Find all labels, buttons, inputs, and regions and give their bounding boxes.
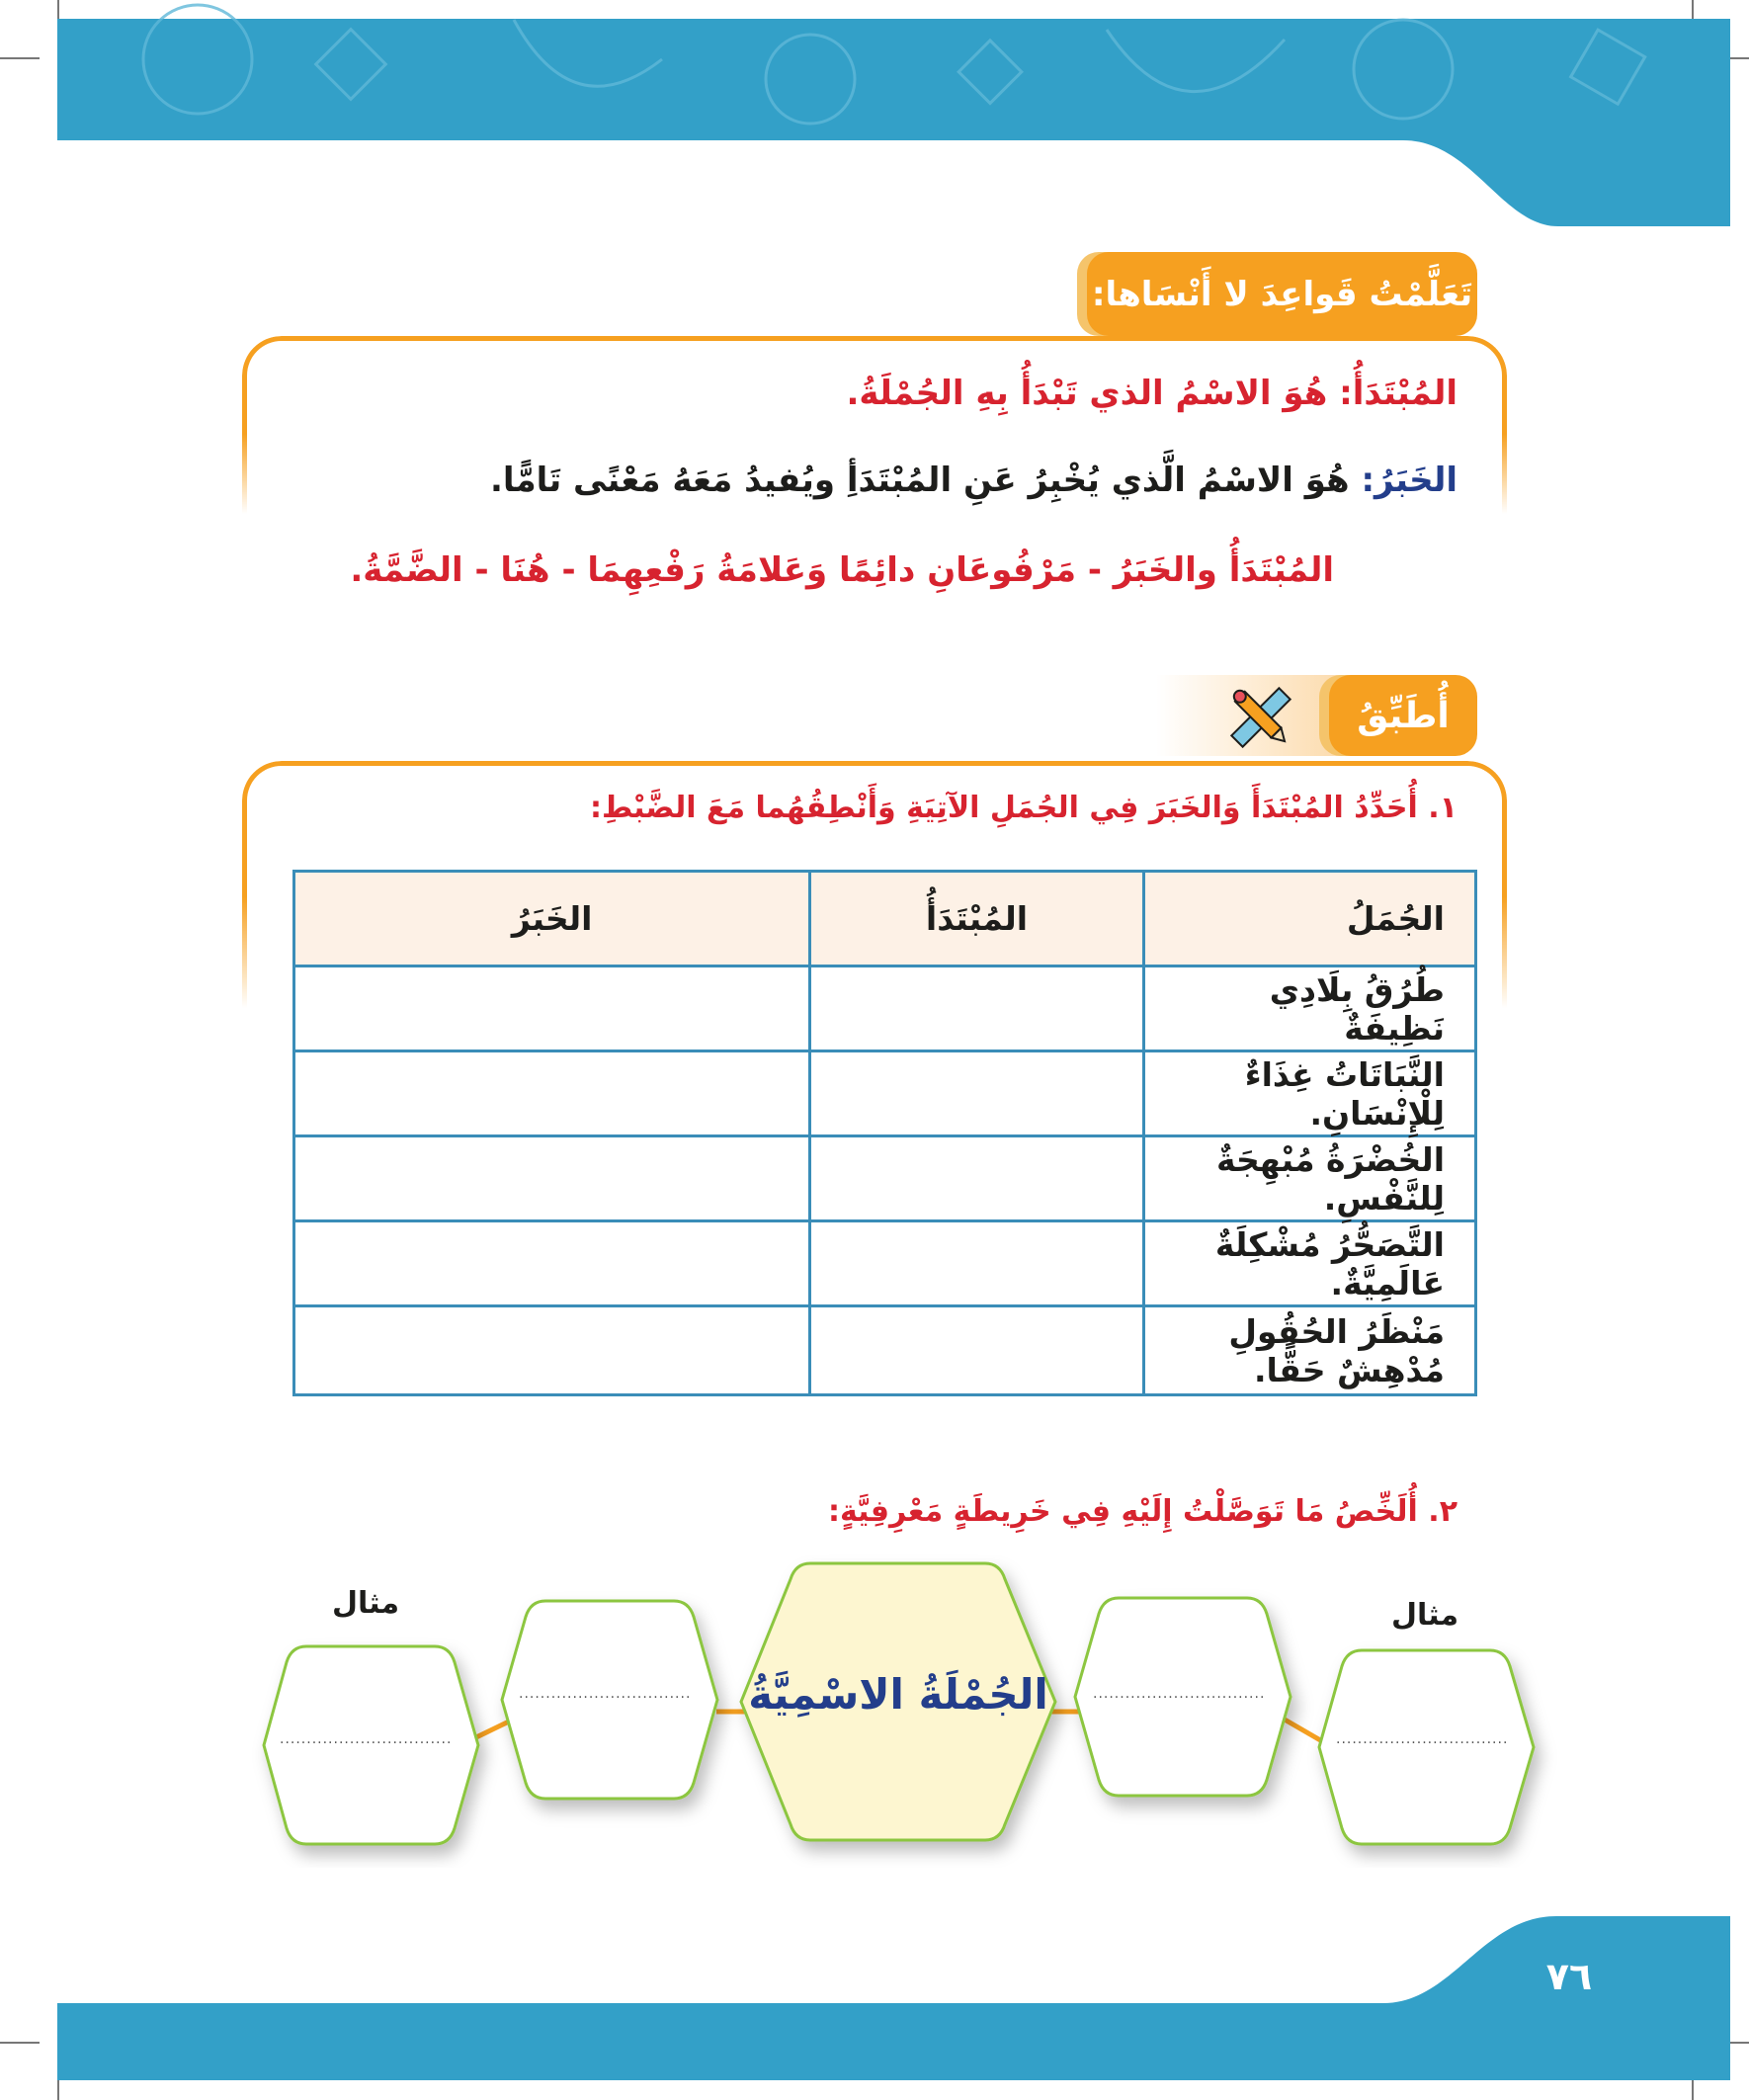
mubtada-answer-cell[interactable] xyxy=(810,1136,1143,1221)
table-row xyxy=(294,1136,1476,1221)
table-row xyxy=(294,966,1476,1051)
sentence-cell: النَّبَاتَاتُ غِذَاءٌ لِلْإِنْسَانِ. xyxy=(1143,1051,1475,1136)
khabar-answer-cell[interactable] xyxy=(294,966,810,1051)
mubtada-definition xyxy=(846,374,1458,413)
khabar-answer-cell[interactable] xyxy=(294,1306,810,1395)
table-row xyxy=(294,1051,1476,1136)
sentence-cell: التَّصَحُّرُ مُشْكِلَةٌ عَالَمِيَّةٌ. xyxy=(1143,1221,1475,1306)
sentence-cell: الخُضْرَةُ مُبْهِجَةٌ لِلنَّفْسِ. xyxy=(1143,1136,1475,1221)
table-header-row xyxy=(294,872,1476,966)
connector-line xyxy=(1285,1720,1322,1741)
hexagon-example-right xyxy=(1319,1650,1534,1844)
mubtada-def: هُوَ الاسْمُ الذي تَبْدَأُ بِهِ الجُمْلَةُ. xyxy=(846,374,1328,413)
mubtada-answer-cell[interactable] xyxy=(810,1306,1143,1395)
mubtada-answer-cell[interactable] xyxy=(810,1221,1143,1306)
rules-tab-title: تَعَلَّمْتُ قَواعِدَ لا أَنْسَاها: xyxy=(1091,274,1473,314)
blank-line-example-left[interactable]: ................................ xyxy=(280,1731,453,1747)
blank-line-right[interactable]: ................................ xyxy=(1093,1686,1266,1702)
header-banner xyxy=(0,0,1749,237)
sentence-cell: طُرُقُ بِلَادِي نَظِيفَةٌ xyxy=(1143,966,1475,1051)
khabar-def: هُوَ الاسْمُ الَّذي يُخْبِرُ عَنِ المُبْتَدَأِ ويُفيدُ مَعَهُ مَعْنًى تَامًّا. xyxy=(489,461,1350,500)
connector-line xyxy=(476,1722,509,1737)
example-label-left: مثال xyxy=(332,1586,400,1621)
rules-tab xyxy=(1087,252,1477,336)
question-1: ١. أُحَدِّدُ المُبْتَدَأَ وَالخَبَرَ فِي الجُمَلِ الآتِيَةِ وَأَنْطِقُهُما مَعَ الضَّبْطِ: xyxy=(590,791,1458,825)
footer-banner xyxy=(0,1907,1749,2100)
mubtada-answer-cell[interactable] xyxy=(810,1051,1143,1136)
mubtada-answer-cell[interactable] xyxy=(810,966,1143,1051)
example-label-right: مثال xyxy=(1391,1598,1459,1633)
blank-line-example-right[interactable]: ................................ xyxy=(1336,1731,1509,1747)
pencil-ruler-icon xyxy=(1225,682,1296,753)
mubtada-term: المُبْتَدَأُ: xyxy=(1339,374,1458,413)
page-number: ٧٦ xyxy=(1545,1955,1593,1998)
khabar-term: الخَبَرُ: xyxy=(1361,461,1458,500)
rule-statement: المُبْتَدَأُ والخَبَرُ - مَرْفُوعَانِ دائِمًا وَعَلامَةُ رَفْعِهِمَا - هُنَا - الضَّمَّةُ. xyxy=(350,550,1334,590)
question-2: ٢. أُلَخِّصُ مَا تَوَصَّلْتُ إِلَيْهِ فِي خَرِيطَةٍ مَعْرِفِيَّةٍ: xyxy=(827,1494,1458,1529)
khabar-answer-cell[interactable] xyxy=(294,1051,810,1136)
khabar-answer-cell[interactable] xyxy=(294,1221,810,1306)
table-row xyxy=(294,1221,1476,1306)
sentence-cell: مَنْظَرُ الحُقُولِ مُدْهِشٌ حَقًّا. xyxy=(1143,1306,1475,1395)
header-mubtada: المُبْتَدَأُ xyxy=(810,872,1143,966)
header-sentences: الجُمَلُ xyxy=(1143,872,1475,966)
practice-table xyxy=(292,870,1477,1396)
header-khabar: الخَبَرُ xyxy=(294,872,810,966)
khabar-definition xyxy=(490,461,1458,500)
practice-tab-title: أُطَبِّقُ xyxy=(1357,695,1450,736)
khabar-answer-cell[interactable] xyxy=(294,1136,810,1221)
center-concept-label: الجُمْلَةُ الاسْمِيَّةُ xyxy=(748,1670,1048,1719)
table-row xyxy=(294,1306,1476,1395)
blank-line-left[interactable]: ................................ xyxy=(519,1686,692,1702)
practice-tab xyxy=(1329,675,1477,756)
